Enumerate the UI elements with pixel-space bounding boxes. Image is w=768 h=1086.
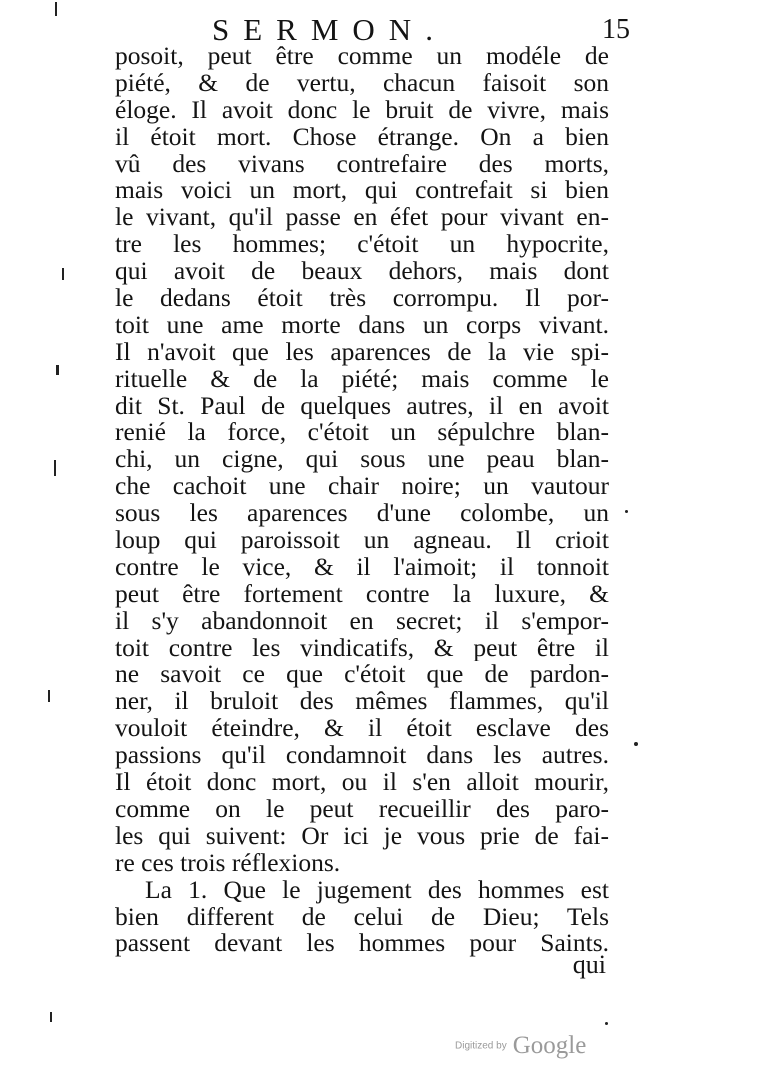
text-line: loup qui paroissoit un agneau. Il crioit	[115, 527, 609, 554]
text-line: Il étoit donc mort, ou il s'en alloit mourir,	[115, 769, 609, 796]
text-line: posoit, peut être comme un modéle de	[115, 43, 609, 70]
text-line: il s'y abandonnoit en secret; il s'empor-	[115, 607, 609, 635]
margin-speck	[54, 460, 56, 476]
text-line: il étoit mort. Chose étrange. On a bien	[115, 123, 609, 151]
margin-speck	[56, 365, 59, 375]
sermon-text	[115, 43, 609, 957]
text-line: vouloit éteindre, & il étoit esclave des	[115, 715, 609, 743]
text-line: ner, il bruloit des mêmes flammes, qu'il	[115, 688, 609, 716]
catchword: qui	[572, 950, 606, 979]
text-line: toit contre les vindicatifs, & peut être il	[115, 634, 609, 662]
text-line: rituelle & de la piété; mais comme le	[115, 365, 609, 393]
text-line: renié la force, c'étoit un sépulchre blan-	[115, 419, 609, 447]
text-line: ne savoit ce que c'étoit que de pardon-	[115, 661, 609, 689]
margin-speck	[48, 690, 50, 702]
watermark-brand: Google	[512, 1032, 587, 1059]
text-line: dit St. Paul de quelques autres, il en avoit	[115, 392, 609, 420]
text-line: passions qu'il condamnoit dans les autres.	[115, 742, 609, 770]
text-line: peut être fortement contre la luxure, &	[115, 580, 609, 608]
text-line: Il n'avoit que les aparences de la vie spi-	[115, 338, 609, 366]
text-line: mais voici un mort, qui contrefait si bien	[115, 177, 609, 205]
text-line: le vivant, qu'il passe en éfet pour vivant en-	[115, 204, 609, 232]
text-line: che cachoit une chair noire; un vautour	[115, 473, 609, 501]
watermark-prefix: Digitized by	[455, 1040, 507, 1052]
text-line: contre le vice, & il l'aimoit; il tonnoit	[115, 553, 609, 581]
margin-speck	[625, 510, 628, 513]
text-line: les qui suivent: Or ici je vous prie de fai-	[115, 822, 609, 850]
text-line: toit une ame morte dans un corps vivant.	[115, 311, 609, 339]
text-line: comme on le peut recueillir des paro-	[115, 795, 609, 823]
digitized-watermark	[455, 1032, 586, 1062]
text-line: piété, & de vertu, chacun faisoit son	[115, 69, 609, 97]
text-line: qui avoit de beaux dehors, mais dont	[115, 258, 609, 286]
text-line: vû des vivans contrefaire des morts,	[115, 150, 609, 178]
text-line: éloge. Il avoit donc le bruit de vivre, mais	[115, 96, 609, 124]
text-line: La 1. Que le jugement des hommes est	[145, 876, 609, 904]
text-line: re ces trois réflexions.	[115, 849, 341, 877]
margin-speck	[605, 1022, 608, 1025]
text-line: sous les aparences d'une colombe, un	[115, 500, 609, 528]
running-title: SERMON.	[212, 12, 447, 47]
text-line: chi, un cigne, qui sous une peau blan-	[115, 446, 609, 474]
text-line: passent devant les hommes pour Saints.	[115, 930, 609, 958]
page-number: 15	[602, 14, 630, 45]
text-line: bien different de celui de Dieu; Tels	[115, 903, 609, 931]
text-line: le dedans étoit très corrompu. Il por-	[115, 285, 609, 312]
text-line: tre les hommes; c'étoit un hypocrite,	[115, 231, 609, 259]
margin-speck	[634, 742, 638, 746]
margin-speck	[50, 1012, 52, 1022]
margin-speck	[55, 2, 57, 16]
margin-speck	[62, 268, 64, 280]
